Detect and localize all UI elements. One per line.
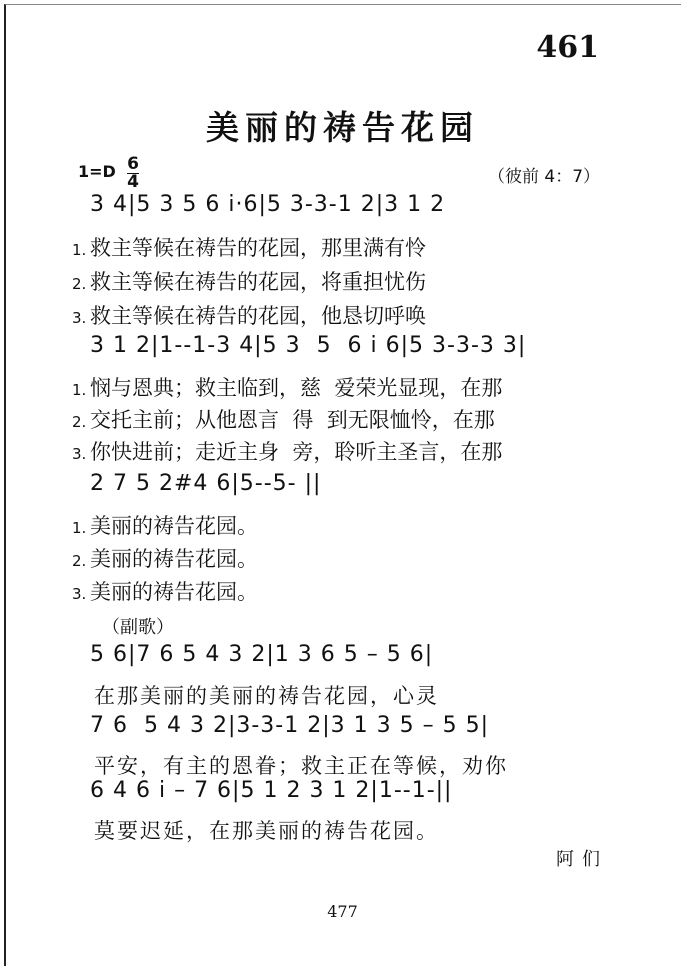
- verse-number: 1.: [72, 241, 87, 259]
- lyric-line: [72, 232, 426, 262]
- lyric-text: 交托主前；从他恩言 得 到无限恤怜，在那: [90, 408, 495, 432]
- lyric-line: [72, 543, 258, 573]
- lyric-line: [94, 680, 439, 710]
- lyric-line: [72, 372, 502, 402]
- verse-number: 3.: [72, 309, 87, 327]
- lyric-text: 救主等候在祷告的花园，那里满有怜: [90, 236, 426, 260]
- lyric-line: [72, 510, 258, 540]
- lyric-line: [94, 815, 439, 845]
- lyric-text: 救主等候在祷告的花园，他恳切呼唤: [90, 304, 426, 328]
- lyric-text: 在那美丽的美丽的祷告花园，心灵: [94, 684, 439, 708]
- notation-line: 6 4 6 i – 7 6|5 1 2 3 1 2|1‑‑1‑||: [90, 778, 453, 803]
- lyric-text: 美丽的祷告花园。: [90, 580, 258, 604]
- lyric-text: 美丽的祷告花园。: [90, 547, 258, 571]
- notation-line: 5 6|7 6 5 4 3 2|1 3 6 5 – 5 6|: [90, 642, 434, 667]
- lyric-text: 平安，有主的恩眷；救主正在等候，劝你: [94, 754, 508, 778]
- verse-number: 1.: [72, 381, 87, 399]
- lyric-line: [72, 300, 426, 330]
- chorus-label: （副歌）: [102, 617, 174, 638]
- verse-number: 2.: [72, 552, 87, 570]
- amen-text: 阿们: [556, 849, 608, 870]
- lyric-text: 美丽的祷告花园。: [90, 514, 258, 538]
- verse-number: 3.: [72, 445, 87, 463]
- lyric-line: [72, 266, 426, 296]
- notation-line: 7 6 5 4 3 2|3‑3‑1 2|3 1 3 5 – 5 5|: [90, 713, 489, 738]
- lyric-line: [72, 404, 495, 434]
- time-signature-top: 6: [127, 154, 139, 174]
- notation-line: 3 1 2|1‑‑1‑3 4|5 3 5 6 i 6|5 3‑3‑3 3|: [90, 333, 527, 358]
- verse-number: 2.: [72, 275, 87, 293]
- lyric-line: [72, 576, 258, 606]
- time-signature: [127, 156, 139, 191]
- key-signature: 1=D: [78, 162, 116, 181]
- notation-line: 2 7 5 2#4 6|5‑‑5‑ ||: [90, 471, 322, 496]
- page-number: 477: [327, 902, 358, 921]
- notation-line: 3 4|5 3 5 6 i·6|5 3‑3‑1 2|3 1 2: [90, 192, 446, 217]
- scripture-reference: （彼前 4：7）: [488, 167, 601, 187]
- lyric-text: 悯与恩典；救主临到，慈 爱荣光显现，在那: [90, 376, 503, 400]
- hymn-title: 美丽的祷告花园: [206, 108, 479, 147]
- time-signature-bottom: 4: [127, 172, 139, 192]
- lyric-line: [72, 436, 502, 466]
- verse-number: 1.: [72, 519, 87, 537]
- hymn-number: 461: [536, 30, 599, 65]
- lyric-text: 莫要迟延，在那美丽的祷告花园。: [94, 819, 439, 843]
- lyric-line: [94, 750, 508, 780]
- lyric-text: 救主等候在祷告的花园，将重担忧伤: [90, 270, 426, 294]
- lyric-text: 你快进前；走近主身 旁，聆听主圣言，在那: [90, 440, 503, 464]
- verse-number: 2.: [72, 413, 87, 431]
- verse-number: 3.: [72, 585, 87, 603]
